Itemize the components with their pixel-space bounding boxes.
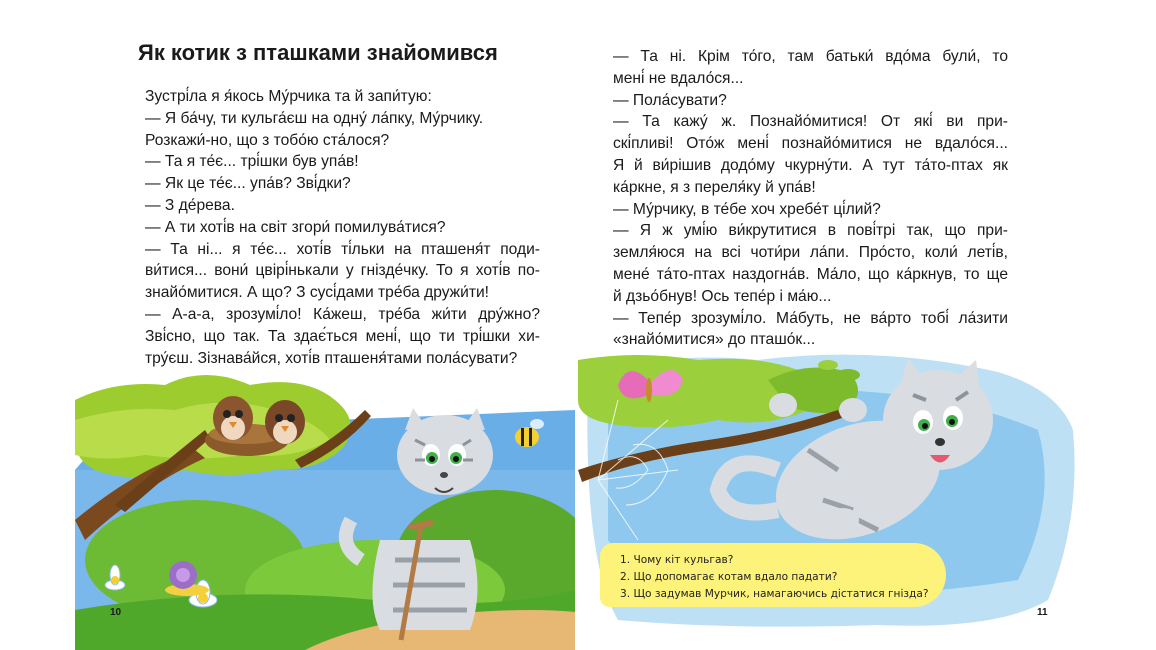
text-line: Зві́сно, що так. Та здає́ться мені́, що ти трі́шки хи- [145, 327, 540, 345]
text-line: знайо́митися. А що? З сусі́дами тре́ба дружи́ти! [145, 284, 489, 302]
page-number-right: 11 [1037, 607, 1048, 618]
text-line: — Та ні. Крім то́го, там батьки́ вдо́ма були́, то [613, 48, 1008, 65]
text-line: — Му́рчику, в те́бе хоч хребе́т ці́лий? [613, 200, 881, 218]
text-line: й дзьо́бнув! Ось тепе́р і ма́ю... [613, 287, 832, 305]
text-line: — Я ж умі́ю ви́крутитися в пові́трі так, що при- [613, 222, 1008, 240]
text-line: Розкажи́-но, що з тобо́ю ста́лося? [145, 131, 390, 149]
left-text-block [145, 86, 540, 369]
text-line: «знайо́митися» до пташо́к... [613, 331, 816, 349]
text-line: земля́юся на всі чоти́ри ла́пи. Про́сто, коли́ леті́в, [613, 244, 1008, 262]
story-title: Як котик з пташками знайомився [138, 40, 498, 65]
text-line: тру́єш. Зізнава́йся, хоті́в пташеня́тами пола́сувати? [145, 349, 518, 367]
text-line: — А-а-а, зрозумі́ло! Ка́жеш, тре́ба жи́ти дру́жно? [145, 305, 540, 323]
text-line: скі́пливі! Ото́ж мені́ познайо́митися не вдало́ся... [613, 135, 1008, 153]
question-item: 1. Чому кіт кульгав? [620, 554, 734, 566]
right-text-block [613, 46, 1008, 351]
text-line: — Та я те́є... трі́шки був упа́в! [145, 153, 359, 171]
text-line: ка́ркне, я з переля́ку й упа́в! [613, 178, 816, 196]
question-item: 2. Що допомагає котам вдало падати? [620, 571, 838, 583]
text-line: ви́тися... вони́ цвірі́нькали у гнізде́чку. То я хоті́в по- [145, 262, 540, 280]
text-line: — Я ба́чу, ти кульга́єш на одну́ ла́пку, Му́рчику. [145, 109, 484, 127]
questions-box [600, 543, 946, 607]
text-line: — Та ні... я те́є... хоті́в ті́льки на пташеня́т поди- [145, 240, 540, 258]
text-line: Я й ви́рішив додо́му чкурну́ти. А тут та́то-птах як [613, 156, 1008, 174]
text-line: — Та кажу́ ж. Познайо́митися! От які́ ви при- [613, 113, 1008, 131]
text-line: мене́ та́то-птах наздогна́в. Ма́ло, що ка́ркнув, то ще [613, 265, 1008, 283]
text-line: — З де́рева. [145, 196, 235, 214]
text-line: мені́ не вдало́ся... [613, 69, 744, 87]
page-number-left: 10 [110, 607, 122, 618]
text-line: — Як це те́є... упа́в? Зві́дки? [145, 175, 351, 193]
text-line: Зустрі́ла я я́кось Му́рчика та й запи́тую: [145, 88, 432, 105]
text-line: — Пола́сувати? [613, 91, 727, 109]
text-line: — Тепе́р зрозумі́ло. Ма́буть, не ва́рто тобі́ ла́зити [613, 309, 1008, 327]
text-line: — А ти хоті́в на світ згори́ помилува́тися? [145, 218, 446, 236]
question-item: 3. Що задумав Мурчик, намагаючись дістатися гнізда? [620, 588, 929, 600]
